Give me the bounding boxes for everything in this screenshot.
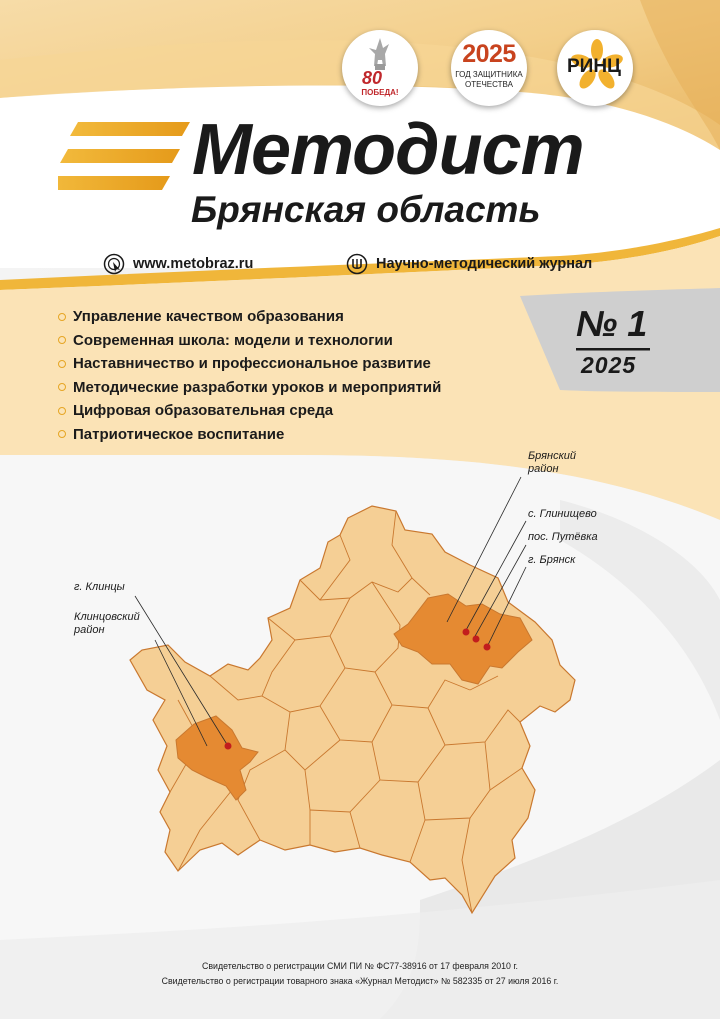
klintsy-label: г. Клинцы [74,581,125,593]
klintsovsky-district-label [74,611,140,636]
topic-label: Методические разработки уроков и мероприятий [73,378,442,396]
region-outline [130,506,575,913]
registration-line-1: Свидетельство о регистрации СМИ ПИ № ФС77-38916 от 17 февраля 2010 г. [202,961,518,971]
bryansk-label: г. Брянск [528,554,576,566]
klintsovsky-district-label-line-1: Клинцовский [74,611,140,623]
topic-label: Патриотическое воспитание [73,425,285,443]
badge-caption-line-1: ГОД ЗАЩИТНИКА [455,70,523,79]
registration-line-2: Свидетельство о регистрации товарного знака «Журнал Методист» № 582335 от 27 июля 2016 г. [161,975,559,986]
putevka-marker [473,636,480,643]
topic-label: Управление качеством образования [73,308,344,326]
topic-label: Цифровая образовательная среда [73,402,334,420]
victory-text: ПОБЕДА! [361,88,399,97]
topic-label: Наставничество и профессиональное развитие [73,355,431,373]
glinischevo-label: с. Глинищево [528,508,597,520]
topic-label: Современная школа: модели и технологии [73,331,393,349]
journal-subtitle: Брянская область [191,189,541,230]
klintsovsky-district-label-line-2: район [74,623,105,636]
website-link[interactable]: www.metobraz.ru [133,256,254,272]
bryansky-district-label-line-1: Брянский [528,450,577,462]
journal-title: Методист [192,110,584,190]
bryansky-district-label [528,450,576,475]
rinc-label: РИНЦ [567,56,621,77]
issue-year: 2025 [581,352,637,378]
glinischevo-marker [463,629,470,636]
badge-year: 2025 [462,40,516,68]
bryansk-marker [484,644,491,651]
putevka-label: пос. Путёвка [528,531,598,543]
klintsy-marker [225,743,232,750]
bryansky-district-label-line-2: район [528,462,559,475]
registration-footer [0,959,720,988]
journal-type-text: Научно-методический журнал [376,256,593,272]
victory-number: 80 [362,68,383,88]
issue-number: № 1 [576,303,648,344]
badge-caption-line-2: ОТЕЧЕСТВА [465,79,513,89]
